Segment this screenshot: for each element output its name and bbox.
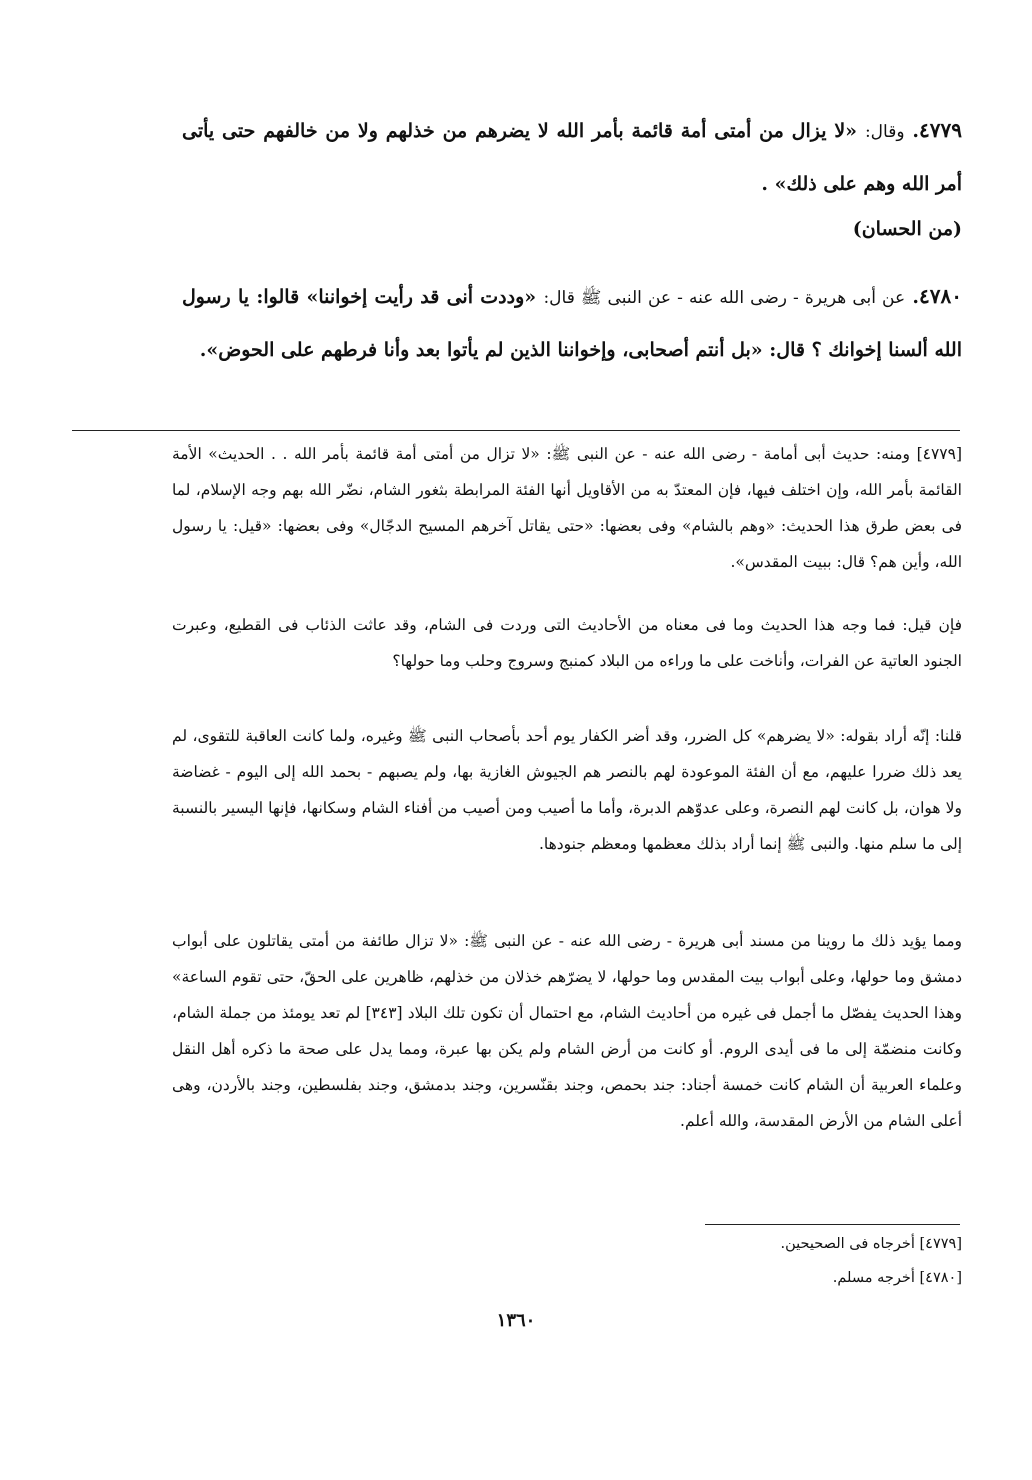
hadith-intro: عن أبى هريرة - رضى الله عنه - عن النبى ﷺ قال: [543, 288, 906, 308]
hadith-text: «لا يزال من أمتى أمة قائمة بأمر الله لا يضرهم من خذلهم ولا من خالفهم حتى يأتى أمر الله وهم على ذلك» . [182, 120, 962, 195]
commentary-paragraph-4: ومما يؤيد ذلك ما روينا من مسند أبى هريرة - رضى الله عنه - عن النبى ﷺ: «لا تزال طائفة من أمتى يقاتلون على أبواب دمشق وما حولها، وعلى أبواب بيت المقدس وما حولها، لا يضرّهم خذلان من خذلهم، ظاهرين على الحقّ، حتى تقوم الساعة» وهذا الحديث يفصّل ما أجمل فى غيره من أحاديث الشام، مع احتمال أن تكون تلك البلاد [٣٤٣] لم تعد يومئذ من جملة الشام، وكانت منضمّة إلى ما فى أيدى الروم. أو كانت من أرض الشام ولم يكن بها عبرة، ومما يدل على صحة ما ذكره أهل النقل وعلماء العربية أن الشام كانت خمسة أجناد: جند بحمص، وجند بقنّسرين، وجند بدمشق، وجند بفلسطين، وجند بالأردن، وهى أعلى الشام من الأرض المقدسة، والله أعلم. [172, 932, 963, 1130]
footnote-4780 [462, 1270, 962, 1286]
hadith-4780: ٤٧٨٠. عن أبى هريرة - رضى الله عنه - عن النبى ﷺ قال: «وددت أنى قد رأيت إخواننا» قالوا: يا رسول الله ألسنا إخوانك ؟ قال: «بل أنتم أصحابى، وإخواننا الذين لم يأتوا بعد وأنا فرطهم على الحوض». [182, 284, 963, 361]
footnote-text: أخرجه مسلم. [832, 1270, 915, 1286]
hadith-number: ٤٧٧٩ [919, 118, 962, 142]
footnote-rule [705, 1224, 960, 1225]
footnote-text: أخرجاه فى الصحيحين. [780, 1236, 915, 1252]
divider-rule [72, 430, 960, 431]
hadith-intro: وقال: [864, 122, 905, 142]
hadith-number: ٤٧٨٠ [919, 284, 963, 308]
commentary-paragraph-2: فإن قيل: فما وجه هذا الحديث وما فى معناه من الأحاديث التى وردت فى الشام، وقد عاثت الذئاب فى القطيع، وعبرت الجنود العاتية عن الفرات، وأناخت على ما وراءه من البلاد كمنبج وسروج وحلب وما حولها؟ [172, 616, 962, 670]
footnote-ref: [٤٧٨٠] [919, 1270, 962, 1286]
hadith-4779: ٤٧٧٩. وقال: «لا يزال من أمتى أمة قائمة بأمر الله لا يضرهم من خذلهم ولا من خالفهم حتى يأتى أمر الله وهم على ذلك» . [182, 118, 962, 195]
section-grade-label: (من الحسان) [852, 218, 962, 240]
footnote-4779 [462, 1236, 962, 1252]
commentary-paragraph-3: قلنا: إنّه أراد بقوله: «لا يضرهم» كل الضرر، وقد أضر الكفار يوم أحد بأصحاب النبى ﷺ وغيره، ولما كانت العاقبة للتقوى، لم يعد ذلك ضررا عليهم، مع أن الفئة الموعودة لهم بالنصر هم الجيوش الغازية بها، ولم يصبهم - بحمد الله إلى اليوم - غضاضة ولا هوان، بل كانت لهم النصرة، وعلى عدوّهم الدبرة، وأما ما أصيب ومن أصيب من أفناء الشام وسكانها، فإنها اليسير بالنسبة إلى ما سلم منها. والنبى ﷺ إنما أراد بذلك معظمها ومعظم جنودها. [172, 727, 962, 853]
hadith-text: «وددت أنى قد رأيت إخواننا» قالوا: يا رسول الله ألسنا إخوانك ؟ قال: «بل أنتم أصحابى، وإخواننا الذين لم يأتوا بعد وأنا فرطهم على الحوض». [182, 286, 962, 361]
footnote-ref: [٤٧٧٩] [919, 1236, 962, 1252]
commentary-paragraph-1: [٤٧٧٩] ومنه: حديث أبى أمامة - رضى الله عنه - عن النبى ﷺ: «لا تزال من أمتى أمة قائمة بأمر الله . . الحديث» الأمة القائمة بأمر الله، وإن اختلف فيها، فإن المعتدّ به من الأقاويل أنها الفئة المرابطة بثغور الشام، نضّر الله بهم وجه الإسلام، لما فى بعض طرق هذا الحديث: «وهم بالشام» وفى بعضها: «حتى يقاتل آخرهم المسيح الدجّال» وفى بعضها: «قيل: يا رسول الله، وأين هم؟ قال: ببيت المقدس». [172, 445, 962, 571]
page-number: ١٣٦٠ [496, 1310, 536, 1331]
